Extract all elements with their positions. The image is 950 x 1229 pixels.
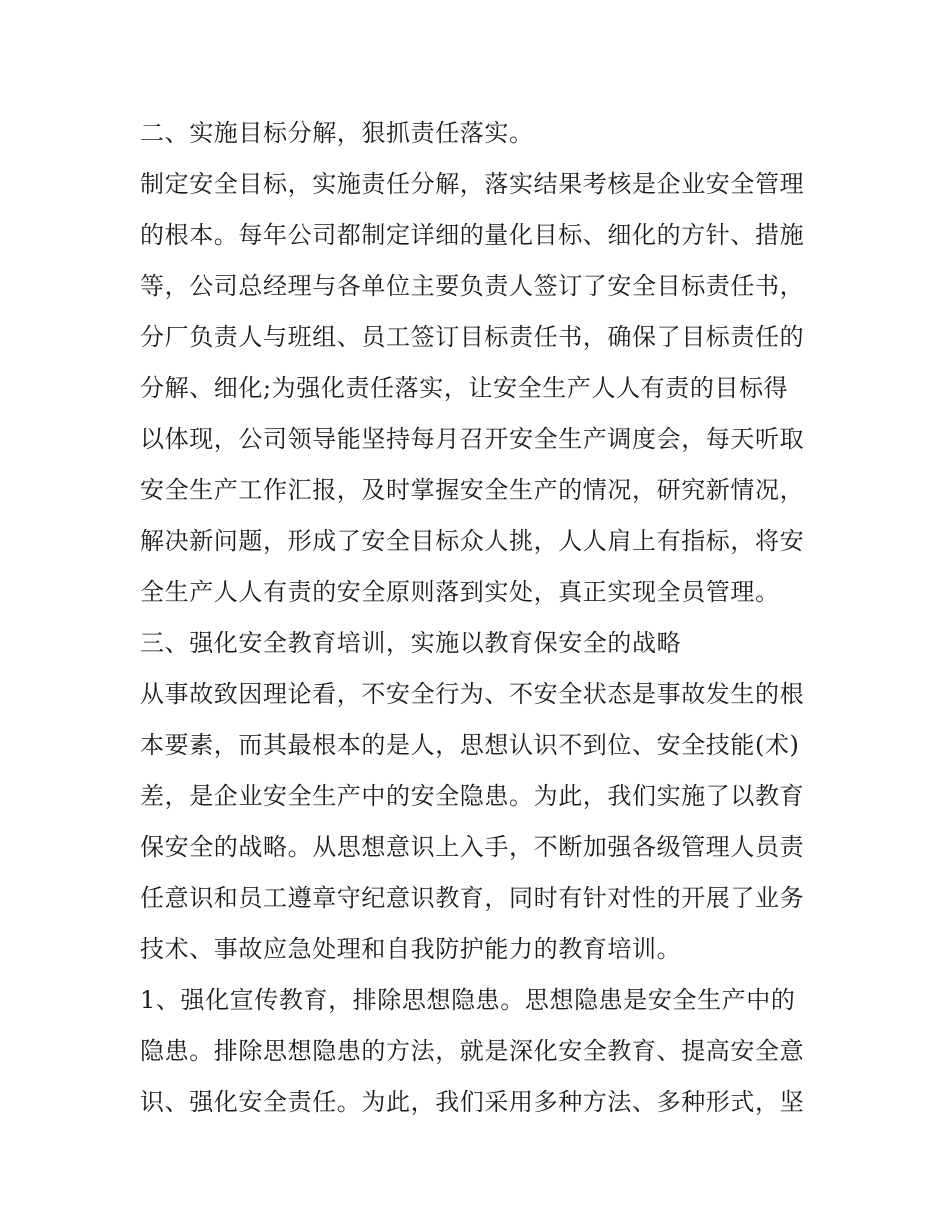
document-body xyxy=(140,108,812,1128)
paragraph-line: 分厂负责人与班组、员工签订目标责任书，确保了目标责任的 xyxy=(140,323,805,351)
paragraph-line: 制定安全目标，实施责任分解，落实结果考核是企业安全管理 xyxy=(140,170,805,198)
paragraph-line: 从事故致因理论看，不安全行为、不安全状态是事故发生的根 xyxy=(140,680,805,708)
paragraph-line: 的根本。每年公司都制定详细的量化目标、细化的方针、措施 xyxy=(140,221,805,249)
paragraph-line: 以体现，公司领导能坚持每月召开安全生产调度会，每天听取 xyxy=(140,425,805,453)
paragraph-line: 本要素，而其最根本的是人，思想认识不到位、安全技能(术) xyxy=(140,731,800,759)
paragraph-line: 识、强化安全责任。为此，我们采用多种方法、多种形式，坚 xyxy=(140,1088,805,1116)
section-heading-2: 二、实施目标分解，狠抓责任落实。 xyxy=(140,119,534,147)
paragraph-line: 安全生产工作汇报，及时掌握安全生产的情况，研究新情况， xyxy=(140,476,805,504)
paragraph-line: 隐患。排除思想隐患的方法，就是深化安全教育、提高安全意 xyxy=(140,1037,805,1065)
paragraph-line: 任意识和员工遵章守纪意识教育，同时有针对性的开展了业务 xyxy=(140,884,805,912)
paragraph-line: 保安全的战略。从思想意识上入手，不断加强各级管理人员责 xyxy=(140,833,805,861)
paragraph-line: 等，公司总经理与各单位主要负责人签订了安全目标责任书， xyxy=(140,272,805,300)
paragraph-line: 解决新问题，形成了安全目标众人挑，人人肩上有指标，将安 xyxy=(140,527,805,555)
list-item-1-line: 1、强化宣传教育，排除思想隐患。思想隐患是安全生产中的 xyxy=(140,986,796,1014)
paragraph-line: 技术、事故应急处理和自我防护能力的教育培训。 xyxy=(140,935,682,963)
paragraph-line: 全生产人人有责的安全原则落到实处，真正实现全员管理。 xyxy=(140,578,780,606)
paragraph-line: 分解、细化;为强化责任落实，让安全生产人人有责的目标得 xyxy=(140,374,789,402)
paragraph-line: 差，是企业安全生产中的安全隐患。为此，我们实施了以教育 xyxy=(140,782,805,810)
section-heading-3: 三、强化安全教育培训，实施以教育保安全的战略 xyxy=(140,629,682,657)
